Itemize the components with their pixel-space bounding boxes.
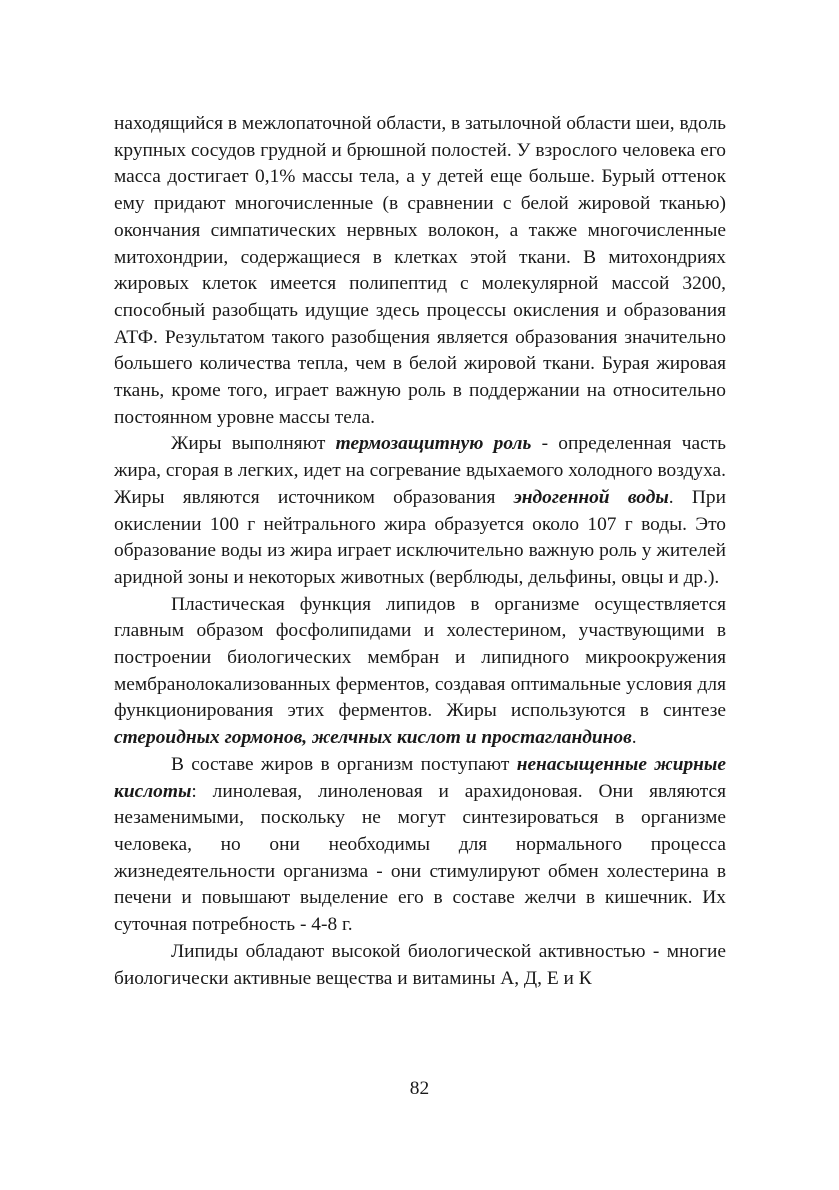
paragraph — [114, 939, 726, 992]
emphasized-term: ненасыщенные жирные кислоты — [114, 753, 726, 802]
text-run: Липиды обладают высокой биологической активностью - многие биологически активные вещества и витамины А, Д, Е и К — [114, 940, 726, 989]
text-run: Жиры выполняют — [171, 433, 336, 455]
emphasized-term: термозащитную роль — [335, 433, 532, 455]
paragraph — [114, 111, 726, 431]
body-text — [114, 111, 726, 992]
text-run: В составе жиров в организм поступают — [171, 753, 517, 775]
text-run: Пластическая функция липидов в организме осуществляется главным образом фосфолипидами и холестерином, участвующими в построении биологических мембран и липидного микроокружения мембранолокализованных ферментов, создавая оптимальные условия для функционирования этих ферментов. Жиры используются в синтезе — [114, 593, 726, 722]
page-number: 82 — [409, 1078, 430, 1099]
text-run: находящийся в межлопаточной области, в затылочной области шеи, вдоль крупных сосудов грудной и брюшной полостей. У взрослого человека его масса достигает 0,1% массы тела, а у детей еще больше. Бурый оттенок ему придают многочисленные (в сравнении с белой жировой тканью) окончания симпатических нервных волокон, а также многочисленные митохондрии, содержащиеся в клетках этой ткани. В митохондриях жировых клеток имеется полипептид с молекулярной массой 3200, способный разобщать идущие здесь процессы окисления и образования АТФ. Результатом такого разобщения является образования значительно большего количества тепла, чем в белой жировой ткани. Бурая жировая ткань, кроме того, играет важную роль в поддержании на относительно постоянном уровне массы тела. — [114, 113, 726, 428]
emphasized-term: эндогенной воды — [513, 486, 669, 508]
text-run: . При окислении 100 г нейтрального жира образуется около 107 г воды. Это образование воды из жира играет исключительно важную роль у жителей аридной зоны и некоторых животных (верблюды, дельфины, овцы и др.). — [114, 486, 726, 588]
paragraph — [114, 592, 726, 752]
paragraph — [114, 431, 726, 591]
text-run: : линолевая, линоленовая и арахидоновая. Они являются незаменимыми, поскольку не могут синтезироваться в организме человека, но они необходимы для нормального процесса жизнедеятельности организма - они стимулируют обмен холестерина в печени и повышают выделение его в составе желчи в кишечник. Их суточная потребность - 4-8 г. — [114, 780, 726, 936]
text-run: - определенная часть жира, сгорая в легких, идет на согревание вдыхаемого холодного воздуха. Жиры являются источником образования — [114, 433, 726, 508]
emphasized-term: стероидных гормонов, желчных кислот и простагландинов — [114, 727, 632, 749]
text-run: . — [631, 727, 637, 749]
paragraph — [114, 752, 726, 939]
